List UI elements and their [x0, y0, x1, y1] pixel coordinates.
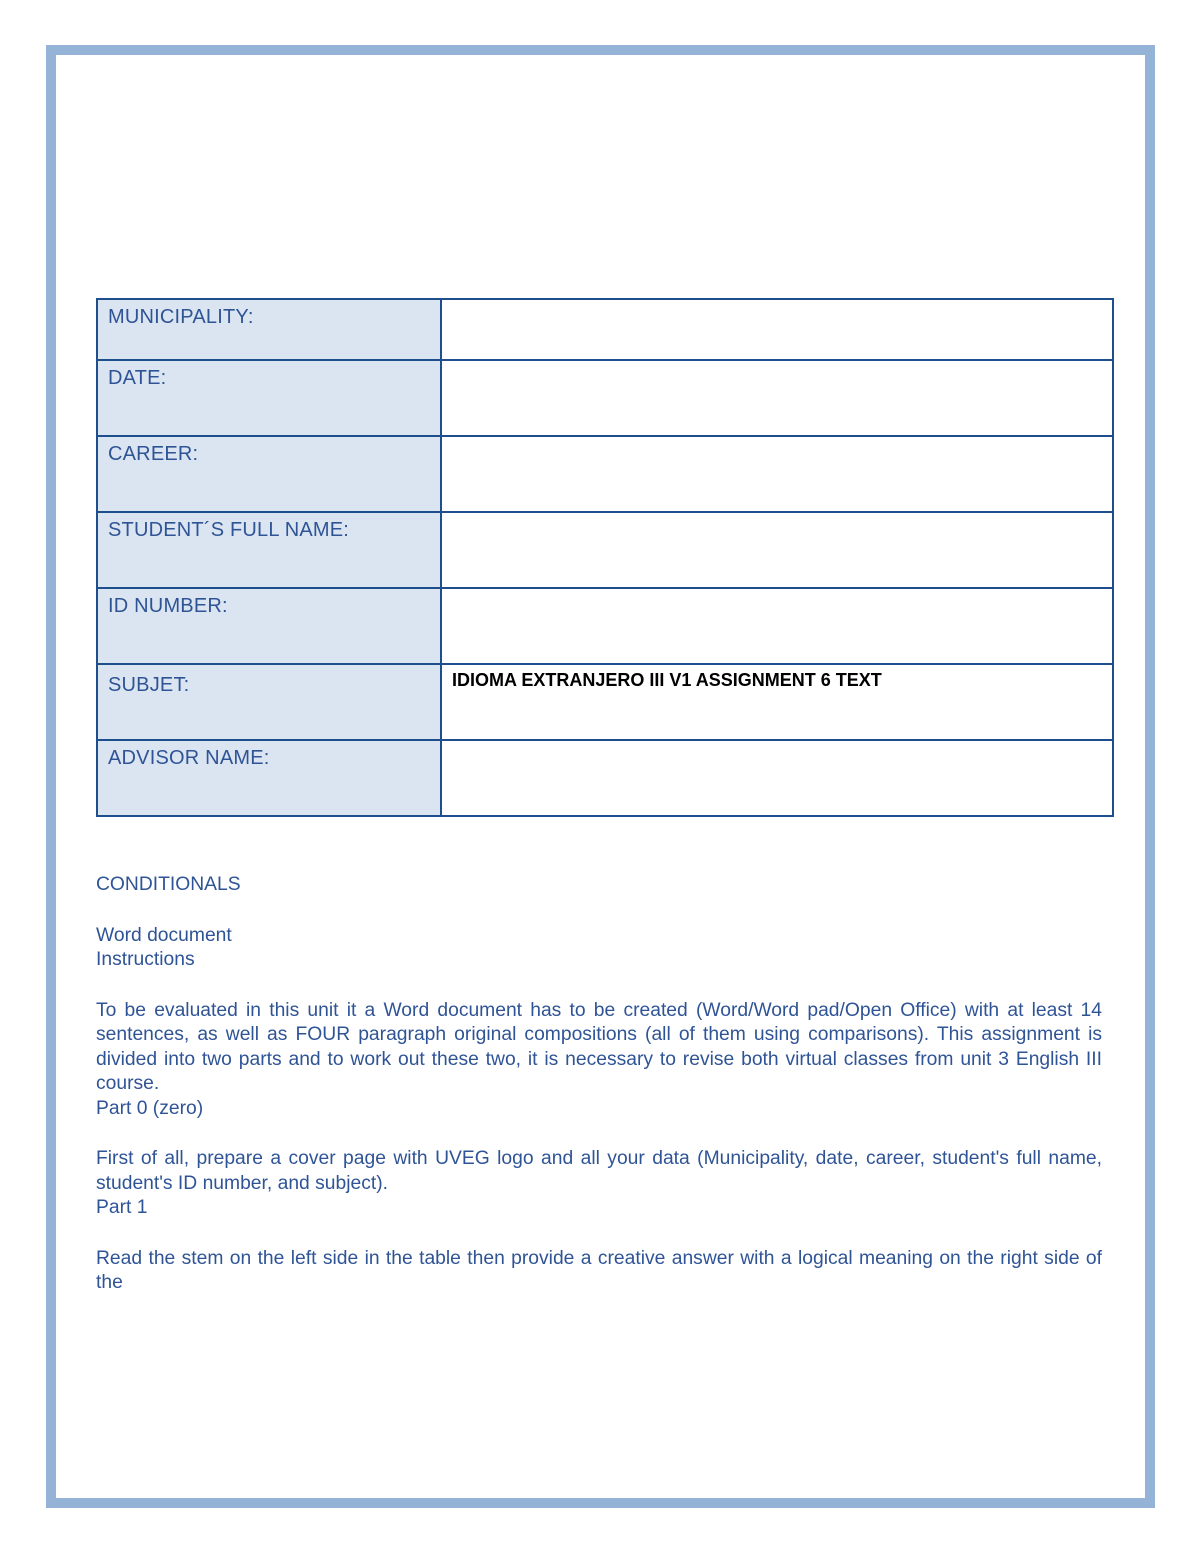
table-row-municipality — [97, 299, 1113, 360]
table-row-career — [97, 436, 1113, 512]
instructions-body — [96, 873, 1102, 1296]
date-value[interactable] — [441, 360, 1113, 436]
instructions-line: Instructions — [96, 949, 195, 970]
part-one-heading: Part 1 — [96, 1197, 148, 1218]
subject-label: SUBJET: — [97, 664, 441, 740]
career-value[interactable] — [441, 436, 1113, 512]
part-zero-heading: Part 0 (zero) — [96, 1097, 204, 1119]
id-number-label: ID NUMBER: — [97, 588, 441, 664]
document-page — [46, 45, 1155, 1508]
student-name-label: STUDENT´S FULL NAME: — [97, 512, 441, 588]
municipality-label: MUNICIPALITY: — [97, 299, 441, 360]
table-row-advisor — [97, 740, 1113, 816]
cover-page-paragraph: First of all, prepare a cover page with UVEG logo and all your data (Municipality, date, career, student's full name, student's ID number, and subject). — [96, 1148, 1102, 1194]
table-row-id-number — [97, 588, 1113, 664]
table-row-subject — [97, 664, 1113, 740]
date-label: DATE: — [97, 360, 441, 436]
instructions-paragraph: To be evaluated in this unit it a Word document has to be created (Word/Word pad/Open Office) with at least 14 sentences, as well as FOUR paragraph original compositions (all of them using comparisons). This assignment is divided into two parts and to work out these two, it is necessary to revise both virtual classes from unit 3 English III course. — [96, 999, 1102, 1094]
table-row-date — [97, 360, 1113, 436]
id-number-value[interactable] — [441, 588, 1113, 664]
advisor-name-label: ADVISOR NAME: — [97, 740, 441, 816]
advisor-name-value[interactable] — [441, 740, 1113, 816]
table-row-student-name — [97, 512, 1113, 588]
municipality-value[interactable] — [441, 299, 1113, 360]
section-heading: CONDITIONALS — [96, 874, 241, 895]
document-type-line: Word document — [96, 924, 232, 946]
career-label: CAREER: — [97, 436, 441, 512]
student-name-value[interactable] — [441, 512, 1113, 588]
part-one-paragraph: Read the stem on the left side in the table then provide a creative answer with a logical meaning on the right side of the — [96, 1247, 1102, 1293]
subject-value[interactable]: IDIOMA EXTRANJERO III V1 ASSIGNMENT 6 TEXT — [441, 664, 1113, 740]
cover-data-table — [96, 298, 1114, 817]
